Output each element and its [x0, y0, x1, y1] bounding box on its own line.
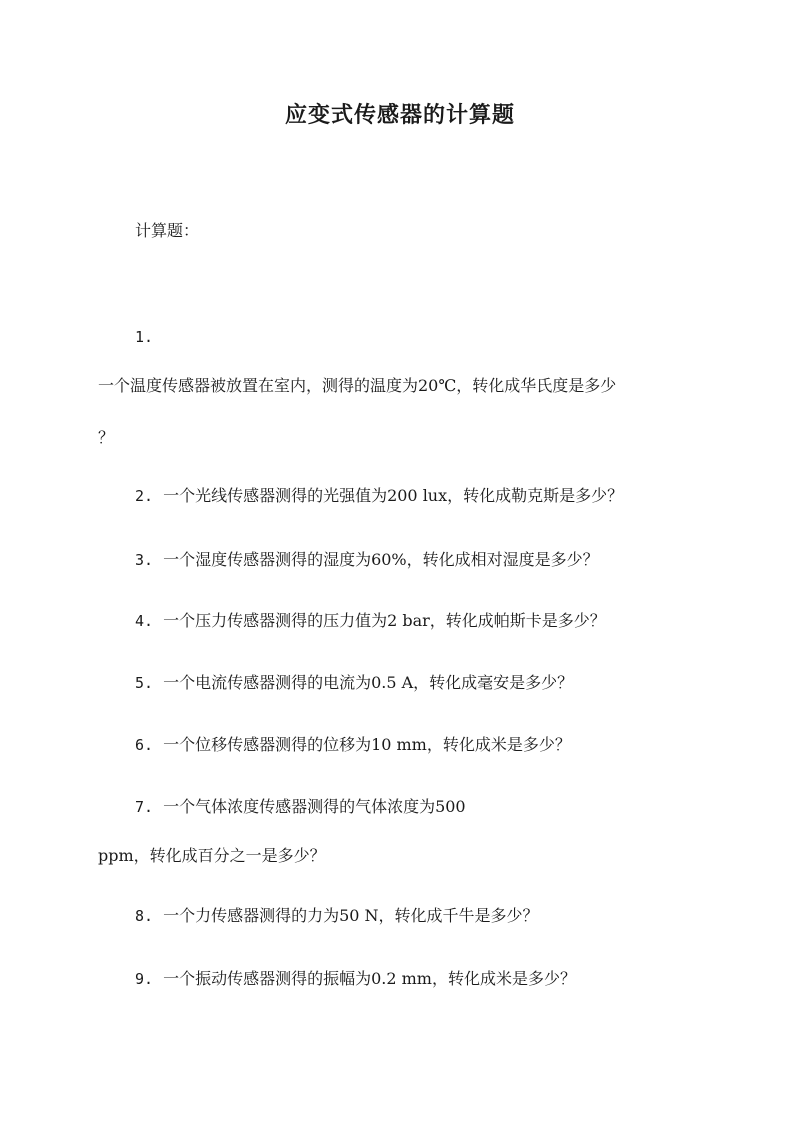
question-text: 一个振动传感器测得的振幅为0.2 mm，转化成米是多少？: [163, 969, 576, 988]
question-number: 3.: [135, 551, 154, 569]
question-number: 6.: [135, 736, 154, 754]
question-text: 一个位移传感器测得的位移为10 mm，转化成米是多少？: [163, 735, 571, 754]
question-7-line1: [135, 797, 466, 817]
question-number: 1.: [135, 328, 154, 346]
question-number: 9.: [135, 970, 154, 988]
question-number: 2.: [135, 487, 154, 505]
question-1-number: [135, 327, 163, 347]
section-label: 计算题：: [135, 221, 200, 240]
question-number: 8.: [135, 907, 154, 925]
question-7-line2: ppm，转化成百分之一是多少？: [98, 846, 326, 865]
question-number: 5.: [135, 674, 154, 692]
question-1-text-line1: 一个温度传感器被放置在室内，测得的温度为20℃，转化成华氏度是多少: [98, 376, 617, 395]
question-text: 一个湿度传感器测得的湿度为60%，转化成相对湿度是多少？: [163, 550, 599, 569]
question-text: 一个光线传感器测得的光强值为200 lux，转化成勒克斯是多少？: [163, 486, 624, 505]
question-8: [135, 906, 539, 926]
question-1-text-line2: ？: [98, 428, 115, 447]
question-5: [135, 673, 573, 693]
question-2: [135, 486, 623, 506]
question-6: [135, 735, 571, 755]
question-text: 一个压力传感器测得的压力值为2 bar，转化成帕斯卡是多少？: [163, 611, 606, 630]
question-4: [135, 611, 606, 631]
question-text: 一个电流传感器测得的电流为0.5 A，转化成毫安是多少？: [163, 673, 574, 692]
document-title: 应变式传感器的计算题: [284, 102, 515, 128]
question-number: 4.: [135, 612, 154, 630]
question-9: [135, 969, 576, 989]
question-text: 一个力传感器测得的力为50 N，转化成千牛是多少？: [163, 906, 539, 925]
question-text: 一个气体浓度传感器测得的气体浓度为500: [163, 797, 466, 816]
question-number: 7.: [135, 798, 154, 816]
question-3: [135, 550, 599, 570]
